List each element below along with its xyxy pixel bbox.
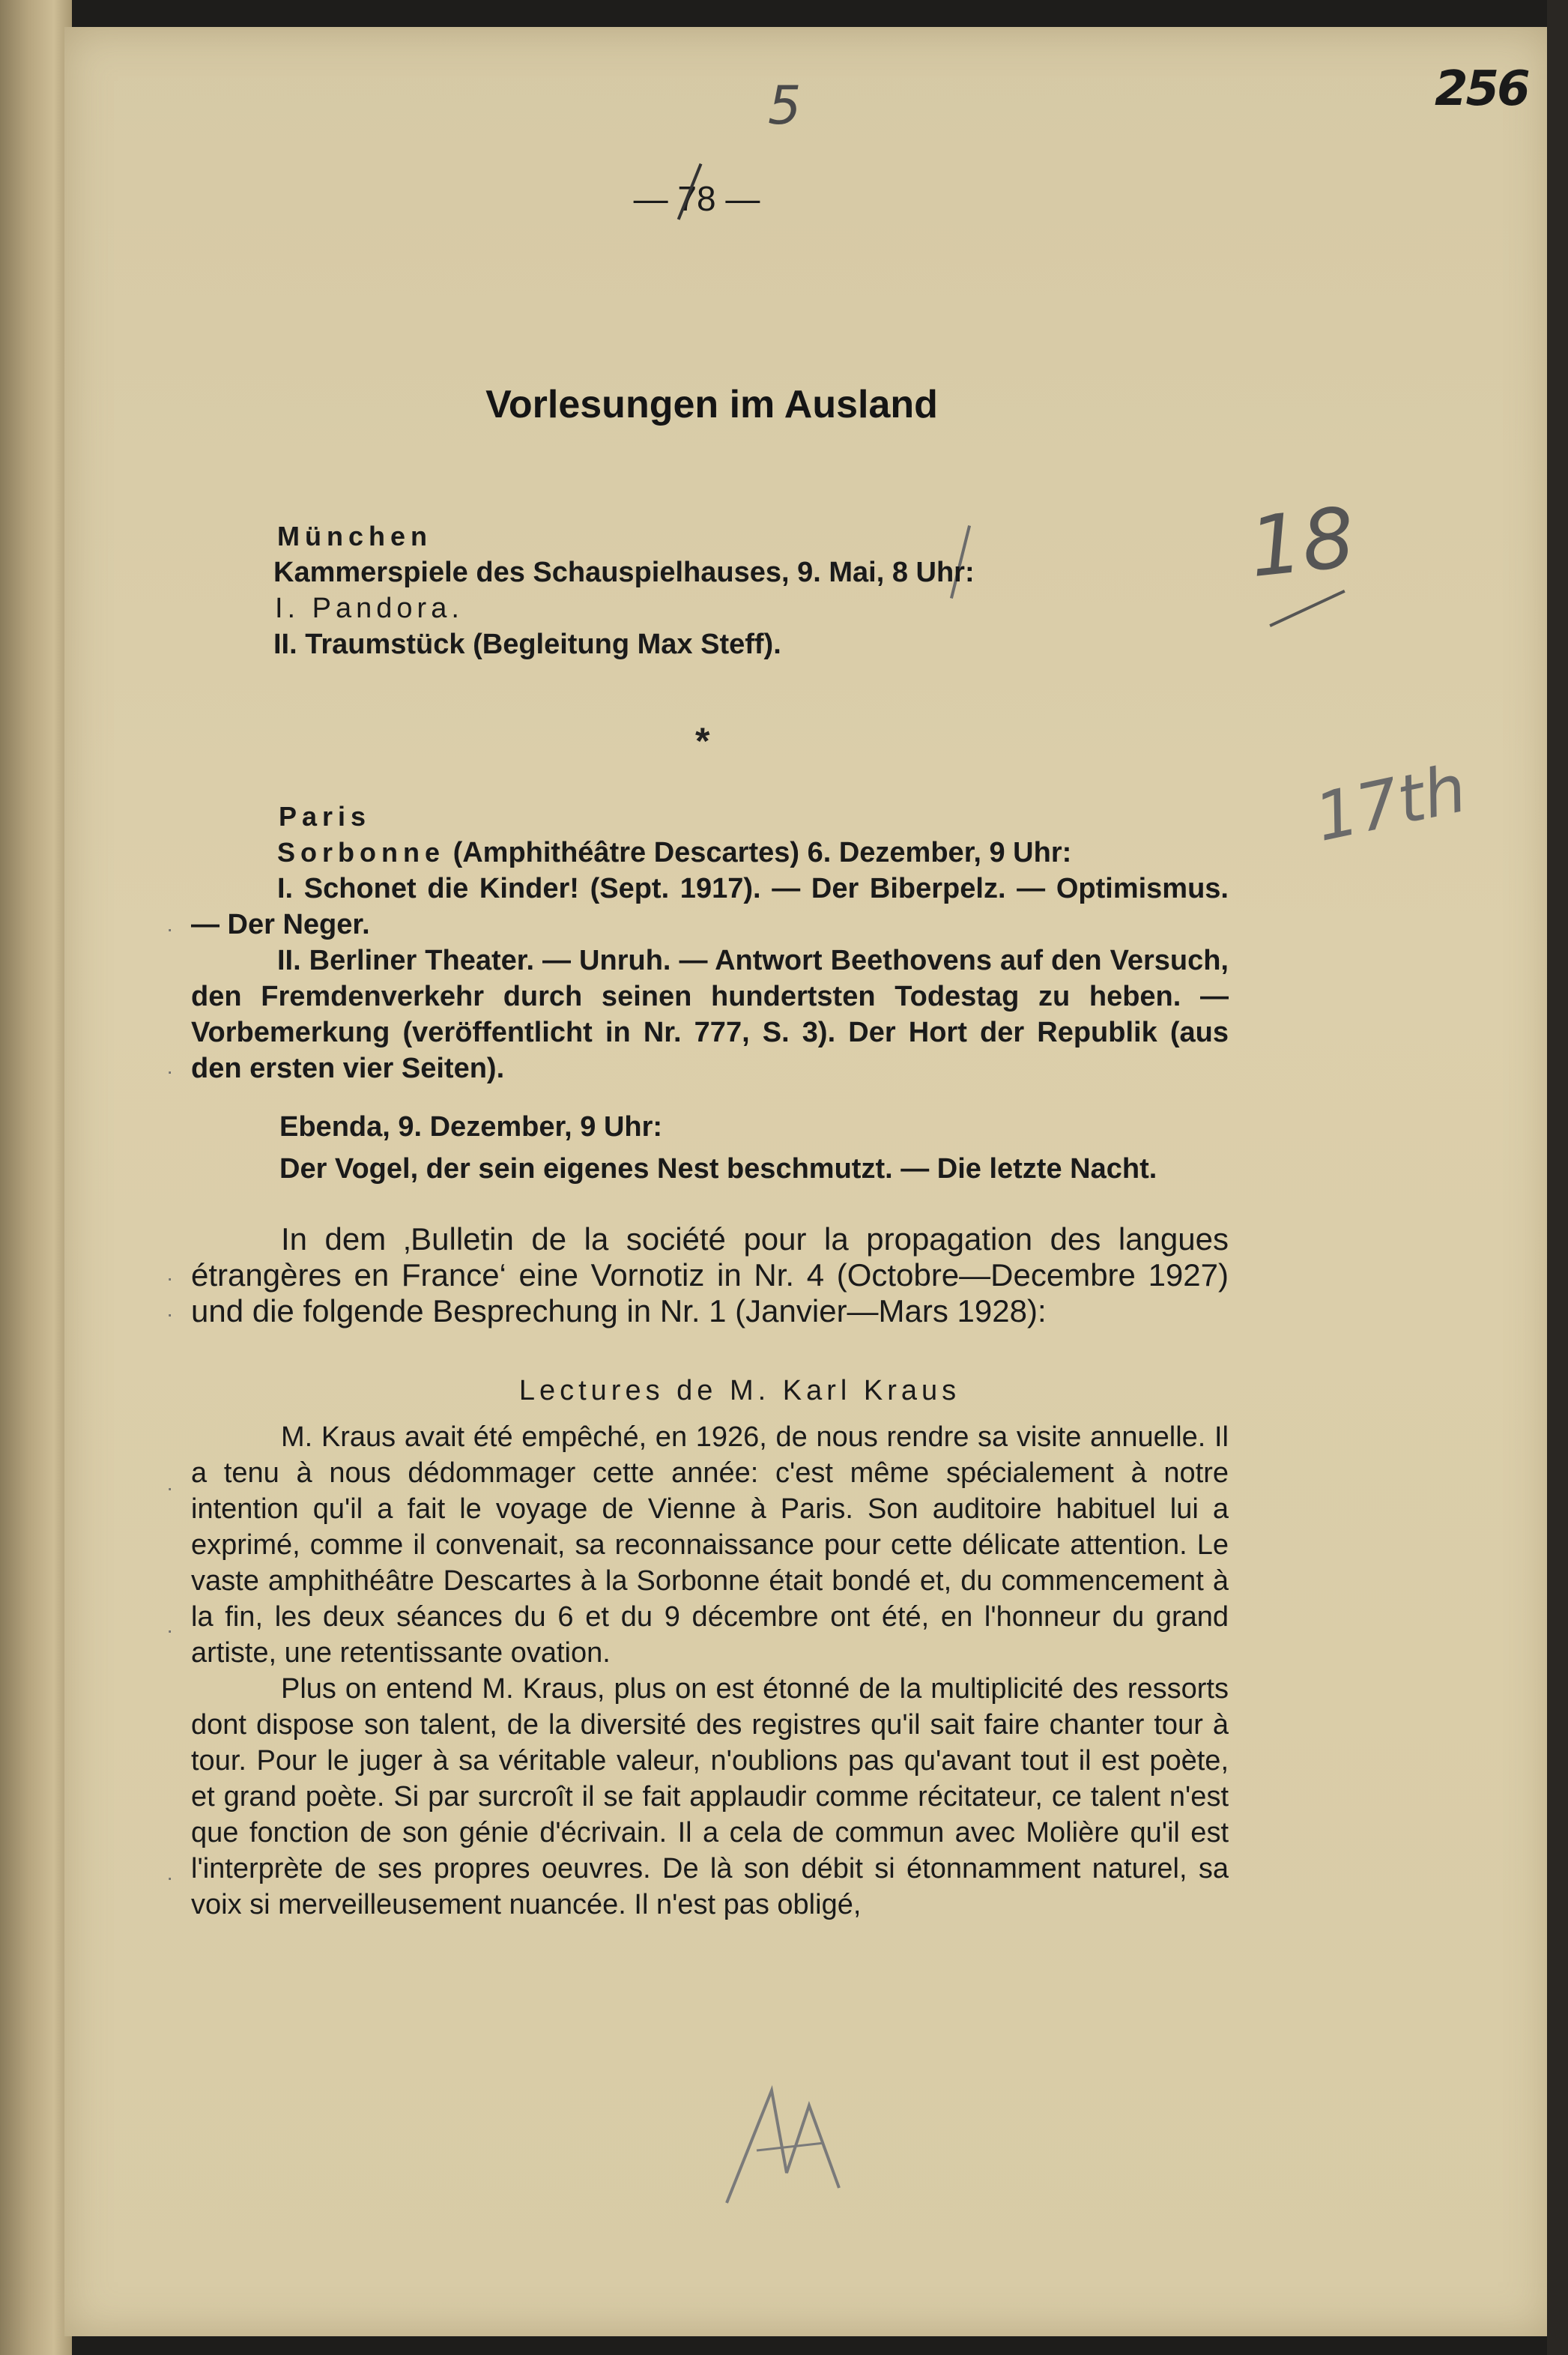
paris-program-1: [191, 871, 1229, 943]
section-separator: *: [695, 720, 710, 762]
margin-mark: ·: [166, 1302, 174, 1325]
munich-city: München: [277, 521, 432, 551]
pencil-annotation-5: 5: [768, 75, 802, 136]
munich-item-1: I. Pandora.: [275, 593, 464, 624]
archive-number: 256: [1435, 61, 1528, 117]
munich-item-2: II. Traumstück (Begleitung Max Steff).: [273, 629, 781, 660]
paris-venue: [277, 835, 1229, 871]
paris-program-2: [191, 943, 1229, 1086]
scan-edge: [1547, 0, 1568, 2355]
review-paragraph-1: M. Kraus avait été empêché, en 1926, de nous rendre sa visite annuelle. Il a tenu à nous dédommager cette année: c'est même spécialement à notre intention qu'il a fait le voyage de Vienne à Paris. Son auditoire habituel lui a exprimé, comme il convenait, sa reconnaissance pour cette délicate attention. Le vaste amphithéâtre Descartes à la Sorbonne était bondé et, du commencement à la fin, les deux séances du 6 et du 9 décembre ont été, en l'honneur du grand artiste, une retentissante ovation.: [191, 1421, 1229, 1669]
page-title: Vorlesungen im Ausland: [485, 383, 938, 426]
pencil-annotation-17th: 17th: [1308, 749, 1473, 856]
review-heading: Lectures de M. Karl Kraus: [518, 1375, 961, 1406]
paris-section: [191, 799, 1229, 1187]
margin-mark: ·: [166, 917, 174, 940]
margin-mark: ·: [166, 1866, 174, 1889]
margin-mark: ·: [166, 1618, 174, 1642]
page-number: [584, 178, 809, 219]
munich-section: [191, 519, 1229, 662]
bulletin-intro: [191, 1221, 1229, 1329]
ebenda-heading: Ebenda, 9. Dezember, 9 Uhr:: [279, 1111, 663, 1143]
margin-mark: ·: [166, 1059, 174, 1083]
review-section: [191, 1373, 1229, 1923]
paris-venue-rest: (Amphithéâtre Descartes) 6. Dezember, 9 Uhr:: [452, 837, 1072, 868]
page-number-text: — 78 —: [633, 179, 760, 218]
pencil-initials-mark: [712, 2061, 862, 2210]
paris-program-2-text: II. Berliner Theater. — Unruh. — Antwort Beethovens auf den Versuch, den Fremdenverkehr durch seinen hundertsten Todestag zu heben. — Vorbemerkung (veröffentlicht in Nr. 777, S. 3). Der Hort der Republik (aus den ersten vier Seiten).: [191, 945, 1229, 1084]
bulletin-intro-text: In dem ‚Bulletin de la société pour la propagation des langues étrangères en France‘ eine Vornotiz in Nr. 4 (Octobre—Decembre 1927) und die folgende Besprechung in Nr. 1 (Janvier—Mars 1928):: [191, 1221, 1229, 1328]
paris-city: Paris: [279, 801, 372, 832]
book-spine: [0, 0, 72, 2355]
paris-venue-name: Sorbonne: [277, 837, 445, 868]
pencil-annotation-18: 18: [1244, 489, 1360, 596]
margin-mark: ·: [166, 1266, 174, 1290]
margin-mark: ·: [166, 1476, 174, 1499]
paris-program-1-text: I. Schonet die Kinder! (Sept. 1917). — Der Biberpelz. — Optimismus. — Der Neger.: [191, 873, 1229, 940]
review-paragraph-2: Plus on entend M. Kraus, plus on est étonné de la multiplicité des ressorts dont dispose son talent, de la diversité des registres qu'il sait faire chanter tour à tour. Pour le juger à sa véritable valeur, n'oublions pas qu'avant tout il est poète, et grand poète. Si par surcroît il se fait applaudir comme récitateur, ce talent n'est que fonction de son génie d'écrivain. Il a cela de commun avec Molière qu'il est l'interprète de ses propres oeuvres. De là son débit si étonnamment naturel, sa voix si merveilleusement nuancée. Il n'est pas obligé,: [191, 1673, 1229, 1920]
ebenda-program: Der Vogel, der sein eigenes Nest beschmutzt. — Die letzte Nacht.: [279, 1153, 1157, 1185]
munich-venue: Kammerspiele des Schauspielhauses, 9. Mai, 8 Uhr:: [273, 557, 975, 588]
